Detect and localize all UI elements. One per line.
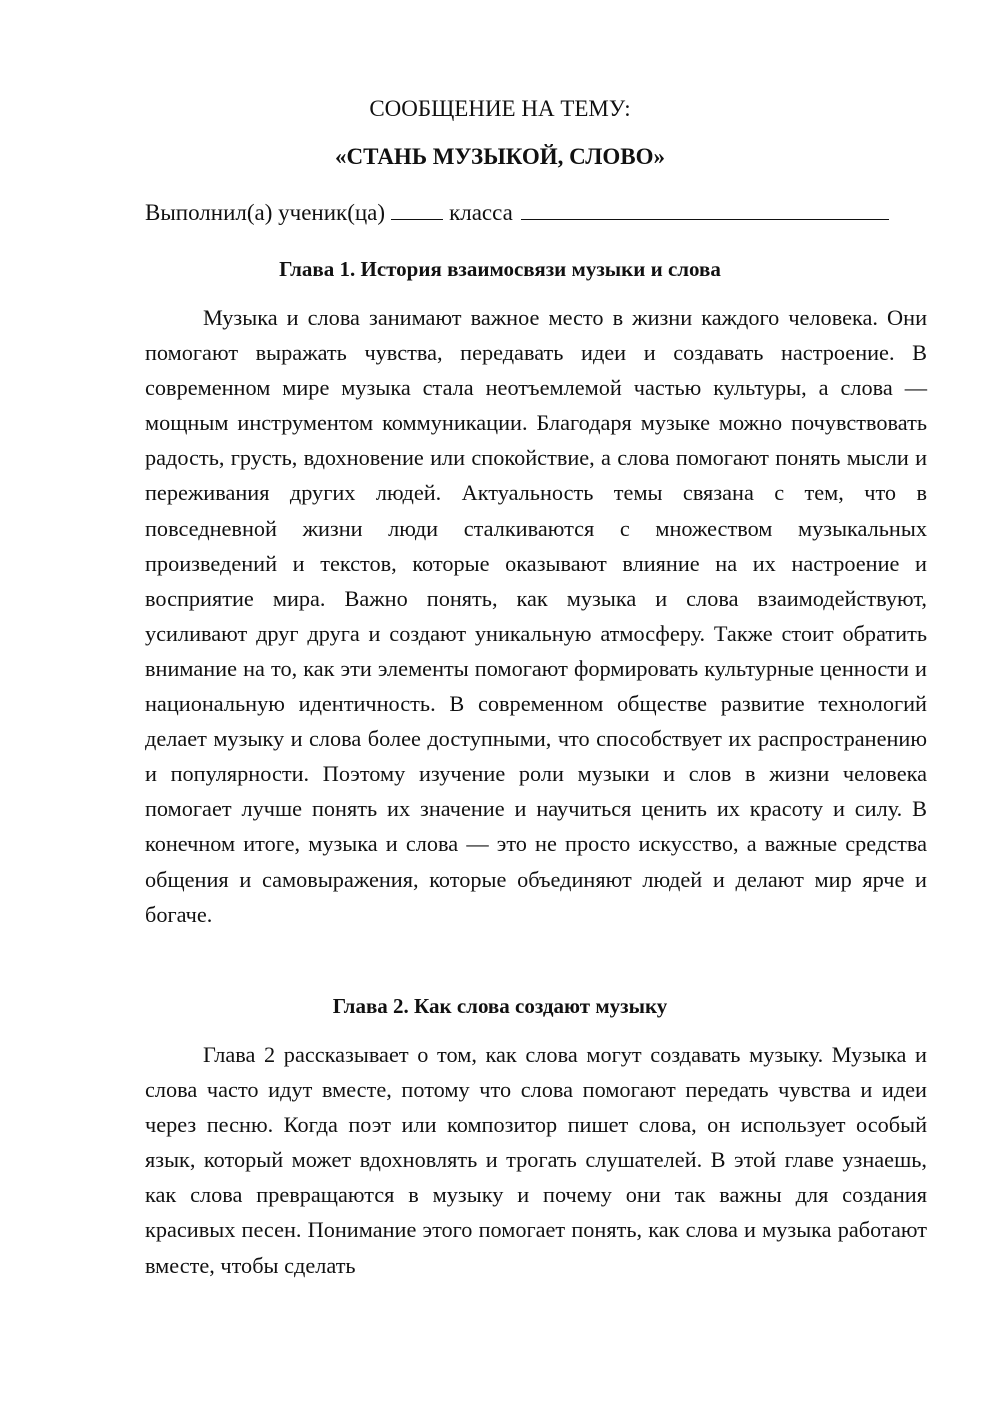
- chapter-2-title: Глава 2. Как слова создают музыку: [332, 994, 668, 1018]
- author-name-blank: [521, 197, 889, 220]
- author-line: [145, 197, 935, 228]
- chapter-2-text: Глава 2 рассказывает о том, как слова могут создавать музыку. Музыка и слова часто идут вместе, потому что слова помогают передать чувства и идеи через песню. Когда поэт или композитор пишет слова, он использует особый язык, который может вдохновлять и трогать слушателей. В этой главе узнаешь, как слова превращаются в музыку и почему они так важны для создания красивых песен. Понимание этого помогает понять, как слова и музыка работают вместе, чтобы сделать: [145, 1042, 927, 1278]
- chapter-1-text: Музыка и слова занимают важное место в жизни каждого человека. Они помогают выражать чувства, передавать идеи и создавать настроение. В современном мире музыка стала неотъемлемой частью культуры, а слова — мощным инструментом коммуникации. Благодаря музыке можно почувствовать радость, грусть, вдохновение или спокойствие, а слова помогают понять мысли и переживания других людей. Актуальность темы связана с тем, что в повседневной жизни люди сталкиваются с множеством музыкальных произведений и текстов, которые оказывают влияние на их настроение и восприятие мира. Важно понять, как музыка и слова взаимодействуют, усиливают друг друга и создают уникальную атмосферу. Также стоит обратить внимание на то, как эти элементы помогают формировать культурные ценности и национальную идентичность. В современном обществе развитие технологий делает музыку и слова более доступными, что способствует их распространению и популярности. Поэтому изучение роли музыки и слов в жизни человека помогает лучше понять их значение и научиться ценить их красоту и силу. В конечном итоге, музыка и слова — это не просто искусство, а важные средства общения и самовыражения, которые объединяют людей и делают мир ярче и богаче.: [145, 305, 927, 927]
- document-heading-topic: СООБЩЕНИЕ НА ТЕМУ:: [369, 96, 631, 121]
- author-class-label: класса: [449, 200, 513, 225]
- chapter-1-title: Глава 1. История взаимосвязи музыки и слова: [279, 257, 721, 281]
- author-prefix: Выполнил(а) ученик(ца): [145, 200, 386, 225]
- class-number-blank: [391, 197, 443, 220]
- document-title: «СТАНЬ МУЗЫКОЙ, СЛОВО»: [335, 144, 665, 169]
